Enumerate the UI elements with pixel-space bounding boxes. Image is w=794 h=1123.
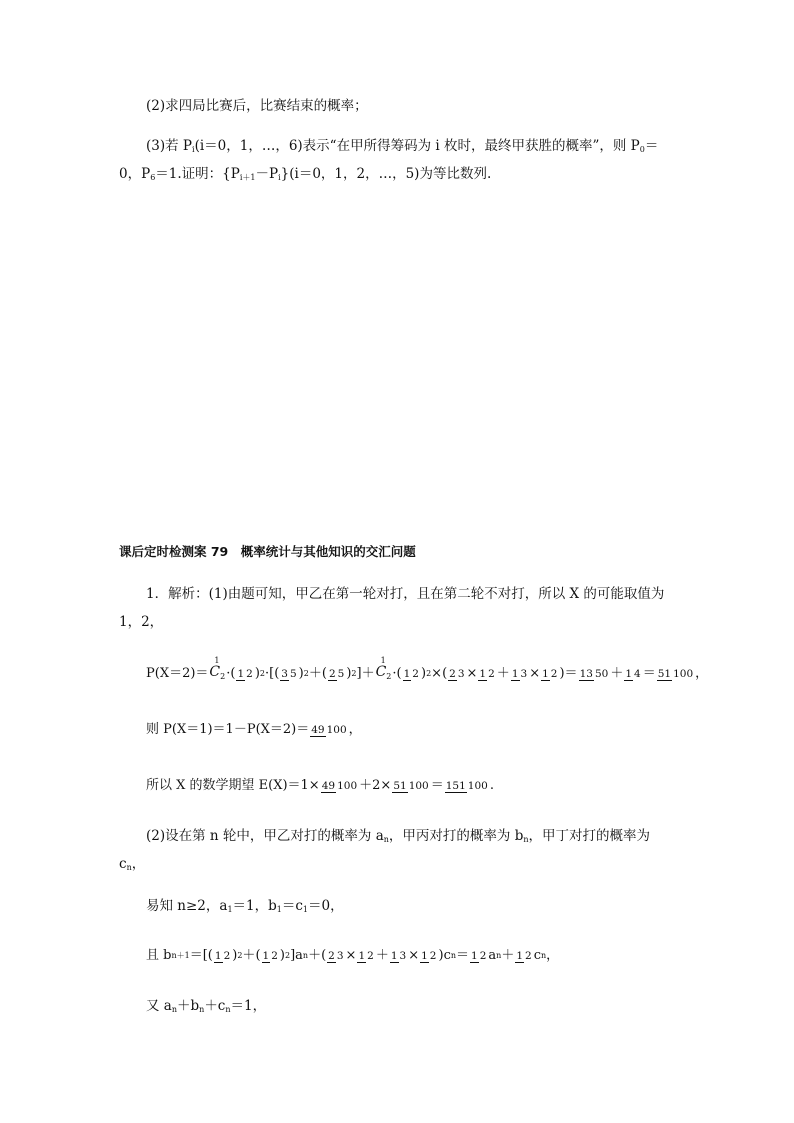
sub-n: n — [540, 951, 547, 960]
known-a: 易知 n≥2，a — [146, 898, 228, 914]
square: 2 — [426, 669, 432, 678]
fraction-1-2h: 1 2 — [421, 950, 437, 962]
fraction-51-100b: 51 100 — [393, 780, 429, 792]
q3-eq: ＝ — [644, 138, 659, 154]
c-n: c — [533, 948, 541, 963]
fraction-2-5: 2 5 — [328, 668, 345, 680]
known-b: ＝1，b — [232, 898, 277, 914]
paren: ) — [559, 666, 565, 681]
paren: ) — [420, 666, 427, 681]
final-c: ＋c — [204, 998, 226, 1014]
paren: ( — [321, 948, 327, 963]
equals: ＝ — [430, 778, 444, 793]
plus: ＋ — [242, 948, 256, 963]
final-b: ＋b — [177, 998, 200, 1014]
paren: ( — [442, 666, 448, 681]
s2-text-c: ，甲丁对打的概率为 — [528, 828, 650, 844]
times: × — [466, 666, 478, 681]
paren: ) — [298, 666, 304, 681]
s2-text-b: ，甲丙对打的概率为 b — [388, 828, 524, 844]
equals: ＝ — [456, 948, 470, 963]
sub-n: n — [450, 951, 456, 960]
px1-lead: 则 P(X＝1)＝1－P(X＝2)＝ — [146, 722, 310, 737]
s2-text-a: (2)设在第 n 轮中，甲乙对打的概率为 a — [146, 828, 384, 844]
square: 2 — [259, 669, 265, 678]
plus: ＋ — [501, 948, 515, 963]
question-3-line-2 — [119, 164, 491, 188]
comma: ， — [348, 722, 362, 737]
combination-c21b: C 1 $_2$ — [375, 655, 392, 681]
plus: ＋ — [610, 666, 624, 681]
sub-1: 1 — [302, 905, 309, 914]
fraction-1-3b: 1 3 — [390, 950, 407, 962]
comma: ， — [131, 856, 146, 872]
times: × — [345, 948, 357, 963]
sub-n: n — [523, 835, 529, 844]
known-c: ＝c — [281, 898, 303, 914]
square: 2 — [351, 669, 357, 678]
plus: ＋ — [496, 666, 510, 681]
sub-n: n — [171, 1005, 177, 1014]
fraction-2-3b: 2 3 — [328, 950, 344, 962]
paren: ( — [321, 666, 327, 681]
bracket-close: ] — [356, 666, 362, 681]
solution-2-line-1 — [146, 826, 650, 850]
px2-lead: P(X＝2)＝ — [146, 666, 209, 681]
solution-2-line-2 — [119, 854, 145, 878]
fraction-3-5: 3 5 — [281, 668, 297, 680]
plus: ＋ — [308, 948, 322, 963]
section-title: 课后定时检测案 79 概率统计与其他知识的交汇问题 — [119, 544, 416, 559]
q3-sub-i2: i — [278, 173, 281, 182]
q3-text-e: －P — [255, 166, 279, 182]
plus: ＋ — [375, 948, 389, 963]
square: 2 — [284, 951, 291, 960]
fraction-13-50: 13 50 — [579, 668, 609, 680]
fraction-1-2f: 1 2 — [262, 950, 278, 962]
sub-n: n — [496, 951, 502, 960]
paren: ) — [254, 666, 260, 681]
fraction-49-100: 49 100 — [311, 724, 347, 736]
fraction-1-2e: 1 2 — [214, 950, 231, 962]
solution-1-line-1: 1．解析：(1)由题可知，甲乙在第一轮对打，且在第二轮不对打，所以 X 的可能取值为 — [146, 586, 665, 602]
q3-text-c: 0，P — [119, 166, 151, 182]
plus: ＋ — [308, 666, 322, 681]
square: 2 — [303, 669, 309, 678]
formula-ex — [146, 766, 494, 806]
known-d: ＝0， — [308, 898, 344, 914]
fraction-1-2: 1 2 — [237, 668, 253, 680]
equals: ＝ — [642, 666, 656, 681]
dot: · — [265, 666, 270, 681]
ex-lead: 所以 X 的数学期望 E(X)＝1× — [146, 778, 320, 793]
comma: ， — [695, 666, 709, 681]
bn-eq: ＝[( — [189, 948, 213, 963]
paren: ) — [438, 948, 444, 963]
fraction-1-2d: 1 2 — [542, 668, 558, 680]
solution-1-line-2: 1，2， — [119, 614, 164, 630]
times: × — [431, 666, 443, 681]
plus: ＋ — [361, 666, 375, 681]
question-2: (2)求四局比赛后，比赛结束的概率； — [146, 98, 368, 114]
paren: ) — [346, 666, 352, 681]
bracket-open: [( — [269, 666, 280, 681]
q3-text-f: }(i＝0，1，2，…，5)为等比数列. — [280, 166, 492, 182]
final-d: ＝1， — [230, 998, 267, 1014]
paren: ( — [396, 666, 402, 681]
s2-cn: c — [119, 856, 127, 872]
paren: ) — [232, 948, 238, 963]
square: 2 — [237, 951, 243, 960]
combination-c21: C 1 $_2$ — [209, 655, 226, 681]
final-a: 又 a — [146, 998, 172, 1014]
fraction-1-4: 1 4 — [625, 668, 641, 680]
known-values — [146, 896, 344, 920]
q3-sub-6: 6 — [150, 173, 156, 182]
q3-sub-i1: i＋1 — [239, 173, 256, 182]
fraction-51-100: 51 100 — [657, 668, 694, 680]
sub-n: n — [225, 1005, 231, 1014]
bn-lead: 且 b — [146, 948, 172, 963]
ex-mid: ＋2× — [359, 778, 392, 793]
fraction-1-2b: 1 2 — [403, 668, 419, 680]
a-n: a — [295, 948, 303, 963]
sub-n: n — [383, 835, 389, 844]
formula-px1 — [146, 710, 362, 750]
question-3-line-1 — [146, 136, 658, 160]
fraction-1-2c: 1 2 — [479, 668, 495, 680]
times: × — [529, 666, 541, 681]
q3-text-a: (3)若 P — [146, 138, 192, 154]
a-n: a — [488, 948, 497, 963]
paren: ( — [255, 948, 261, 963]
q3-text-b: (i＝0，1，…，6)表示“在甲所得筹码为 i 枚时，最终甲获胜的概率”，则 P — [194, 138, 640, 154]
fraction-1-2i: 1 2 — [471, 950, 487, 962]
dot: · — [226, 666, 231, 681]
fraction-1-3: 1 3 — [511, 668, 528, 680]
fraction-1-2g: 1 2 — [358, 950, 374, 962]
dot: · — [392, 666, 397, 681]
sub-n1: n＋1 — [171, 951, 190, 960]
q3-sub-i: i — [192, 145, 195, 154]
fraction-49-100b: 49 100 — [321, 780, 358, 792]
formula-px2 — [146, 654, 708, 694]
times: × — [408, 948, 420, 963]
fraction-151-100: 151 100 — [445, 780, 488, 792]
comma: ， — [546, 948, 560, 963]
formula-bn1 — [146, 936, 559, 976]
sub-1: 1 — [227, 905, 233, 914]
q3-sub-0: 0 — [639, 145, 645, 154]
c-n: c — [443, 948, 451, 963]
sub-n: n — [302, 951, 309, 960]
sub-n: n — [126, 863, 132, 872]
fraction-1-2j: 1 2 — [516, 950, 532, 962]
paren: ( — [230, 666, 236, 681]
sub-n: n — [199, 1005, 205, 1014]
period: . — [489, 778, 494, 793]
bracket-close: ] — [290, 948, 296, 963]
fraction-2-3: 2 3 — [449, 668, 465, 680]
paren: ) — [279, 948, 285, 963]
sub-1: 1 — [276, 905, 282, 914]
q3-text-d: ＝1.证明：{P — [155, 166, 240, 182]
equals: ＝ — [564, 666, 578, 681]
final-line — [146, 996, 266, 1020]
